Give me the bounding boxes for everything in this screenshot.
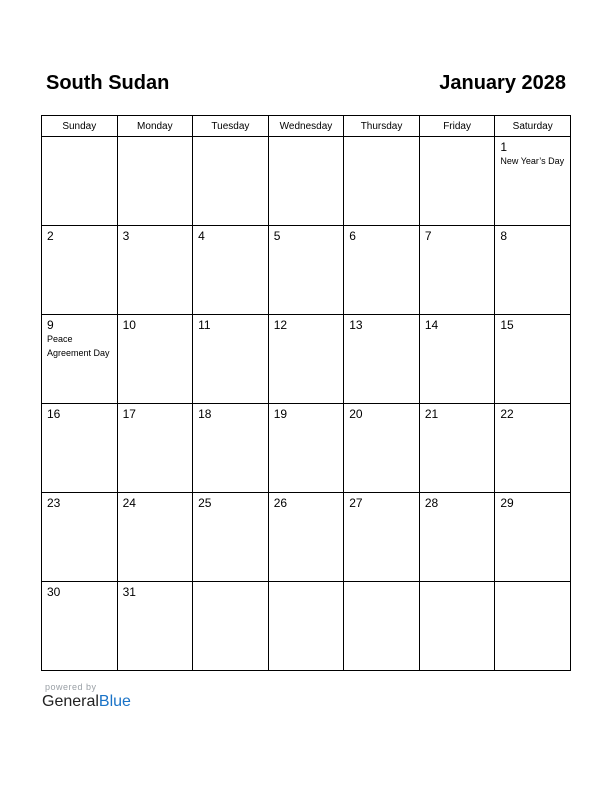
weekday-thursday: Thursday (344, 116, 420, 137)
day-cell (495, 315, 571, 404)
day-cell (495, 226, 571, 315)
day-number: 27 (349, 496, 363, 510)
day-number: 4 (198, 229, 205, 243)
day-cell (419, 137, 495, 226)
day-cell (42, 404, 118, 493)
day-cell (419, 404, 495, 493)
day-cell (42, 137, 118, 226)
day-cell (117, 493, 193, 582)
day-number: 2 (47, 229, 54, 243)
day-number: 15 (500, 318, 514, 332)
day-number: 11 (198, 318, 211, 332)
day-number: 13 (349, 318, 363, 332)
day-cell (117, 315, 193, 404)
day-cell (495, 493, 571, 582)
day-cell (117, 137, 193, 226)
day-number: 24 (122, 496, 136, 510)
day-number: 20 (349, 407, 363, 421)
day-number: 1 (500, 140, 508, 154)
weekday-tuesday: Tuesday (193, 116, 269, 137)
day-cell (193, 226, 269, 315)
country-title: South Sudan (46, 72, 170, 94)
day-cell (193, 137, 269, 226)
day-number: 9 (47, 318, 54, 332)
day-cell (419, 493, 495, 582)
day-cell (117, 226, 193, 315)
day-number: 7 (424, 229, 432, 243)
day-number: 26 (273, 496, 288, 510)
day-cell (268, 582, 344, 671)
weekday-wednesday: Wednesday (268, 116, 344, 137)
week-row (42, 493, 571, 582)
day-cell (193, 315, 269, 404)
day-cell (344, 315, 420, 404)
weekday-monday: Monday (117, 116, 193, 137)
day-number: 25 (198, 496, 212, 510)
day-cell (268, 493, 344, 582)
weekday-saturday: Saturday (495, 116, 571, 137)
logo-general: General (42, 693, 99, 710)
day-cell (495, 137, 571, 226)
day-cell (117, 404, 193, 493)
day-number: 18 (198, 407, 212, 421)
day-cell (419, 226, 495, 315)
day-number: 22 (500, 407, 514, 421)
calendar-grid (41, 115, 571, 671)
day-number: 28 (424, 496, 439, 510)
powered-by-text: powered by (45, 682, 97, 692)
day-cell (42, 315, 118, 404)
day-number: 19 (273, 407, 288, 421)
day-number: 16 (47, 407, 61, 421)
day-cell (42, 493, 118, 582)
brand-footer (42, 682, 131, 711)
day-cell (419, 582, 495, 671)
weekday-friday: Friday (419, 116, 495, 137)
day-cell (268, 137, 344, 226)
day-cell (193, 404, 269, 493)
day-cell (495, 582, 571, 671)
month-title: January 2028 (439, 72, 566, 94)
day-cell (117, 582, 193, 671)
day-cell (268, 404, 344, 493)
day-cell (344, 493, 420, 582)
day-cell (42, 582, 118, 671)
day-cell (344, 404, 420, 493)
day-number: 14 (424, 318, 439, 332)
day-number: 30 (47, 585, 61, 599)
day-cell (268, 226, 344, 315)
week-row (42, 226, 571, 315)
day-cell (344, 226, 420, 315)
day-cell (268, 315, 344, 404)
day-cell (495, 404, 571, 493)
week-row (42, 315, 571, 404)
day-cell (193, 493, 269, 582)
holiday-label: New Year’s Day (500, 156, 565, 166)
generalblue-logo (42, 693, 131, 711)
weekday-header-row (42, 116, 571, 137)
week-row (42, 582, 571, 671)
day-number: 8 (500, 229, 508, 243)
day-number: 10 (122, 318, 136, 332)
day-number: 5 (273, 229, 281, 243)
day-number: 6 (349, 229, 356, 243)
day-number: 17 (122, 407, 136, 421)
day-number: 23 (47, 496, 61, 510)
day-number: 21 (424, 407, 439, 421)
week-row (42, 137, 571, 226)
holiday-label: Peace Agreement Day (47, 334, 110, 358)
day-cell (42, 226, 118, 315)
day-number: 31 (122, 585, 136, 599)
logo-blue: Blue (98, 693, 131, 710)
day-cell (193, 582, 269, 671)
day-cell (344, 582, 420, 671)
day-cell (419, 315, 495, 404)
weekday-sunday: Sunday (42, 116, 118, 137)
day-number: 29 (500, 496, 514, 510)
day-number: 3 (122, 229, 130, 243)
week-row (42, 404, 571, 493)
day-number: 12 (273, 318, 288, 332)
day-cell (344, 137, 420, 226)
